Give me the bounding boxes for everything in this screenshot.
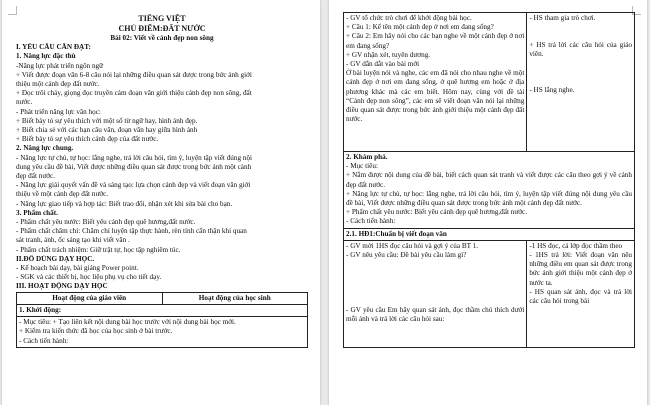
text-line: sát tranh, ảnh, ốc sáng tạo khi viết văn . bbox=[16, 236, 130, 245]
text-line: - GV dẫn dắt vào bài mới bbox=[346, 60, 420, 69]
text-line: - Năng lực tự chủ, tự học: lắng nghe, trả lời câu hỏi, tìm ý, luyện tập viết đúng nội bbox=[16, 153, 253, 162]
text-line: + Biết bày tỏ sự yêu thích với một số từ ngữ hay, hình ảnh đẹp. bbox=[16, 116, 198, 125]
activity-table bbox=[16, 292, 308, 348]
row-title: 2.1. HĐ1:Chuẩn bị viết đoạn văn bbox=[344, 228, 635, 240]
text-line: - GV tổ chức trò chơi để khởi động bài học. bbox=[346, 14, 472, 22]
table-row bbox=[17, 317, 308, 348]
text-line: + Nắm được nội dung của đề bài, biết cách quan sát tranh và viết được các câu theo gợi ý về cảnh đẹp đất nước. bbox=[346, 171, 632, 189]
text-line: - SGK và các thiết bị, học liệu phụ vụ cho tiết dạy. bbox=[16, 273, 162, 282]
table-row bbox=[344, 228, 635, 240]
page-content bbox=[343, 12, 635, 348]
subsection-heading: 1. Năng lực đặc thù bbox=[16, 52, 76, 61]
subsection-heading: 2. Năng lực chung. bbox=[16, 144, 74, 153]
text-line: - Mục tiêu: bbox=[346, 162, 378, 171]
document-page-right bbox=[329, 0, 647, 405]
table-row bbox=[344, 13, 635, 152]
text-line: - Cách tiến hành: bbox=[346, 217, 396, 226]
subsection-heading: 3. Phẩm chất. bbox=[16, 208, 58, 217]
text-line: - HS lắng nghe. bbox=[529, 85, 575, 94]
text-line: - Cách tiến hành: bbox=[19, 336, 69, 345]
document-page-left bbox=[2, 0, 320, 405]
text-line: + Biết chia sẻ với các bạn câu văn, đoạn văn hay giữa hình ảnh bbox=[16, 126, 198, 135]
column-header-student: Hoạt động của học sinh bbox=[162, 292, 308, 304]
paragraph: Ở bài luyện nói và nghe, các em đã nói cho nhau nghe về một cảnh đẹp ở nơi em đang sống, ở quê hương em hoặc ở địa phương khác mà các em biết. Hôm nay, cùng với đề tài “Cảnh đẹp non sông”, các em sẽ viết đoạn văn nói lại những điều quan sát được trong bức ảnh giới thiệu một cảnh đẹp đất nước. bbox=[346, 69, 525, 124]
text-line: + Năng lực tự chủ, tự học: lắng nghe, trả lời câu hỏi, tìm ý, luyện tập viết đúng nội dung yêu cầu đề bài, Viết được những điều quan sát được trong bức ảnh một cảnh đẹp đất nước. bbox=[346, 189, 632, 208]
text-line: thiệu một cảnh đẹp đất nước. bbox=[16, 80, 100, 89]
text-line: - GV nêu yêu cầu: Đề bài yêu cầu làm gì? bbox=[346, 251, 467, 260]
text-line: + Câu 1: Kể tên một cảnh đẹp ở nơi em đang sống? bbox=[346, 23, 494, 32]
page-content bbox=[16, 14, 308, 348]
row-title: 2. Khám phá. bbox=[346, 153, 388, 161]
text-line: + Viết được đoạn văn 6-8 câu nói lại những điều quan sát được trong bức ảnh giới bbox=[16, 70, 252, 79]
text-line: đẹp đất nước. bbox=[16, 172, 56, 181]
text-line: - Phẩm chất yêu nước: Biết yêu cảnh đẹp quê hương,đất nước. bbox=[16, 218, 196, 227]
text-line: - Năng lực giao tiếp và hợp tác: Biết trao đổi, nhận xét khi sửa bài cho bạn. bbox=[16, 199, 233, 208]
student-cell bbox=[527, 240, 635, 347]
table-row bbox=[344, 240, 635, 347]
section-cell bbox=[344, 152, 635, 229]
text-line: thiệu về một cảnh đẹp đất nước. bbox=[16, 190, 109, 199]
text-line: + Biết bày tỏ sự yêu thích cảnh đẹp của đất nước. bbox=[16, 135, 159, 144]
text-line: + Đọc trôi chảy, giọng đọc truyền cảm đoạn văn giới thiệu cảnh đẹp non sông, đất bbox=[16, 89, 252, 98]
text-line: + Phẩm chất yêu nước: Biết yêu cảnh đẹp quê hương,đất nước. bbox=[346, 208, 528, 217]
text-line: + Kiểm tra kiến thức đã học của học sinh ở bài trước. bbox=[19, 327, 173, 336]
text-line: -Năng lực phát triển ngôn ngữ bbox=[16, 61, 104, 70]
section-heading: II.ĐỒ DÙNG DẠY HỌC. bbox=[16, 254, 95, 263]
text-line: + Câu 2: Em hãy nói cho các bạn nghe về một cảnh đẹp ở nơi em đang sống? bbox=[346, 32, 525, 50]
text-line: -1 HS đọc, cả lớp đọc thầm theo bbox=[529, 241, 623, 250]
text-line: - 1HS trả lời: Viết đoạn văn nêu những điều em quan sát được trong bức ảnh giới thiệu một cảnh đẹp ở nước ta. bbox=[529, 251, 632, 287]
section-heading: III. HOẠT ĐỘNG DẠY HỌC bbox=[16, 282, 108, 291]
activity-table-continued bbox=[343, 12, 635, 348]
table-row-title: 1. Khởi động: bbox=[17, 304, 308, 316]
text-line: - Phẩm chất chăm chỉ: Chăm chỉ luyện tập thực hành, rèn tính cẩn thận khi quan bbox=[16, 227, 247, 236]
text-line: - Phát triển năng lực văn học: bbox=[16, 107, 101, 116]
text-line: - GV yêu cầu Em hãy quan sát ảnh, đọc thầm chú thích dưới mỗi ảnh và trả lời các câu hỏi sau: bbox=[346, 306, 525, 324]
teacher-cell bbox=[344, 13, 527, 152]
column-header-teacher: Hoạt động của giáo viên bbox=[17, 292, 163, 304]
theme-title: CHỦ ĐIỂM:ĐẤT NƯỚC bbox=[118, 24, 206, 33]
text-line: - HS tham gia trò chơi. bbox=[529, 14, 596, 22]
table-row bbox=[344, 152, 635, 229]
student-cell bbox=[527, 13, 635, 152]
subject-title: TIẾNG VIỆT bbox=[138, 14, 186, 23]
text-line: nước. bbox=[16, 98, 33, 107]
text-line: - Kế hoạch bài dạy, bài giảng Power point. bbox=[16, 264, 139, 273]
text-line: dung yêu cầu đề bài, Viết được những điều quan sát được trong bức ảnh một cảnh bbox=[16, 162, 252, 171]
text-line: - Mục tiêu: + Tạo liên kết nội dung bài học trước với nội dung bài học mới. bbox=[19, 318, 236, 327]
section-heading: I. YÊU CẦU CẦN ĐẠT: bbox=[16, 43, 91, 52]
text-line: - HS quan sát ảnh, đọc và trả lời các câu hỏi trong bài bbox=[529, 287, 632, 306]
lesson-title: Bài 02: Viết về cảnh đẹp non sông bbox=[110, 34, 214, 42]
text-line: - GV mời 1HS đọc câu hỏi và gợi ý của BT 1. bbox=[346, 241, 479, 250]
text-line: + GV nhận xét, tuyên dương. bbox=[346, 50, 431, 59]
text-line: - Năng lực giải quyết vấn đề và sáng tạo: lựa chọn cảnh đẹp và viết đoạn văn giới bbox=[16, 181, 251, 190]
text-line: - Phẩm chất trách nhiệm: Giữ trật tự, học tập nghiêm túc. bbox=[16, 245, 181, 254]
text-line: + HS trả lời các câu hỏi của giáo viên. bbox=[529, 41, 632, 59]
teacher-cell bbox=[344, 240, 527, 347]
